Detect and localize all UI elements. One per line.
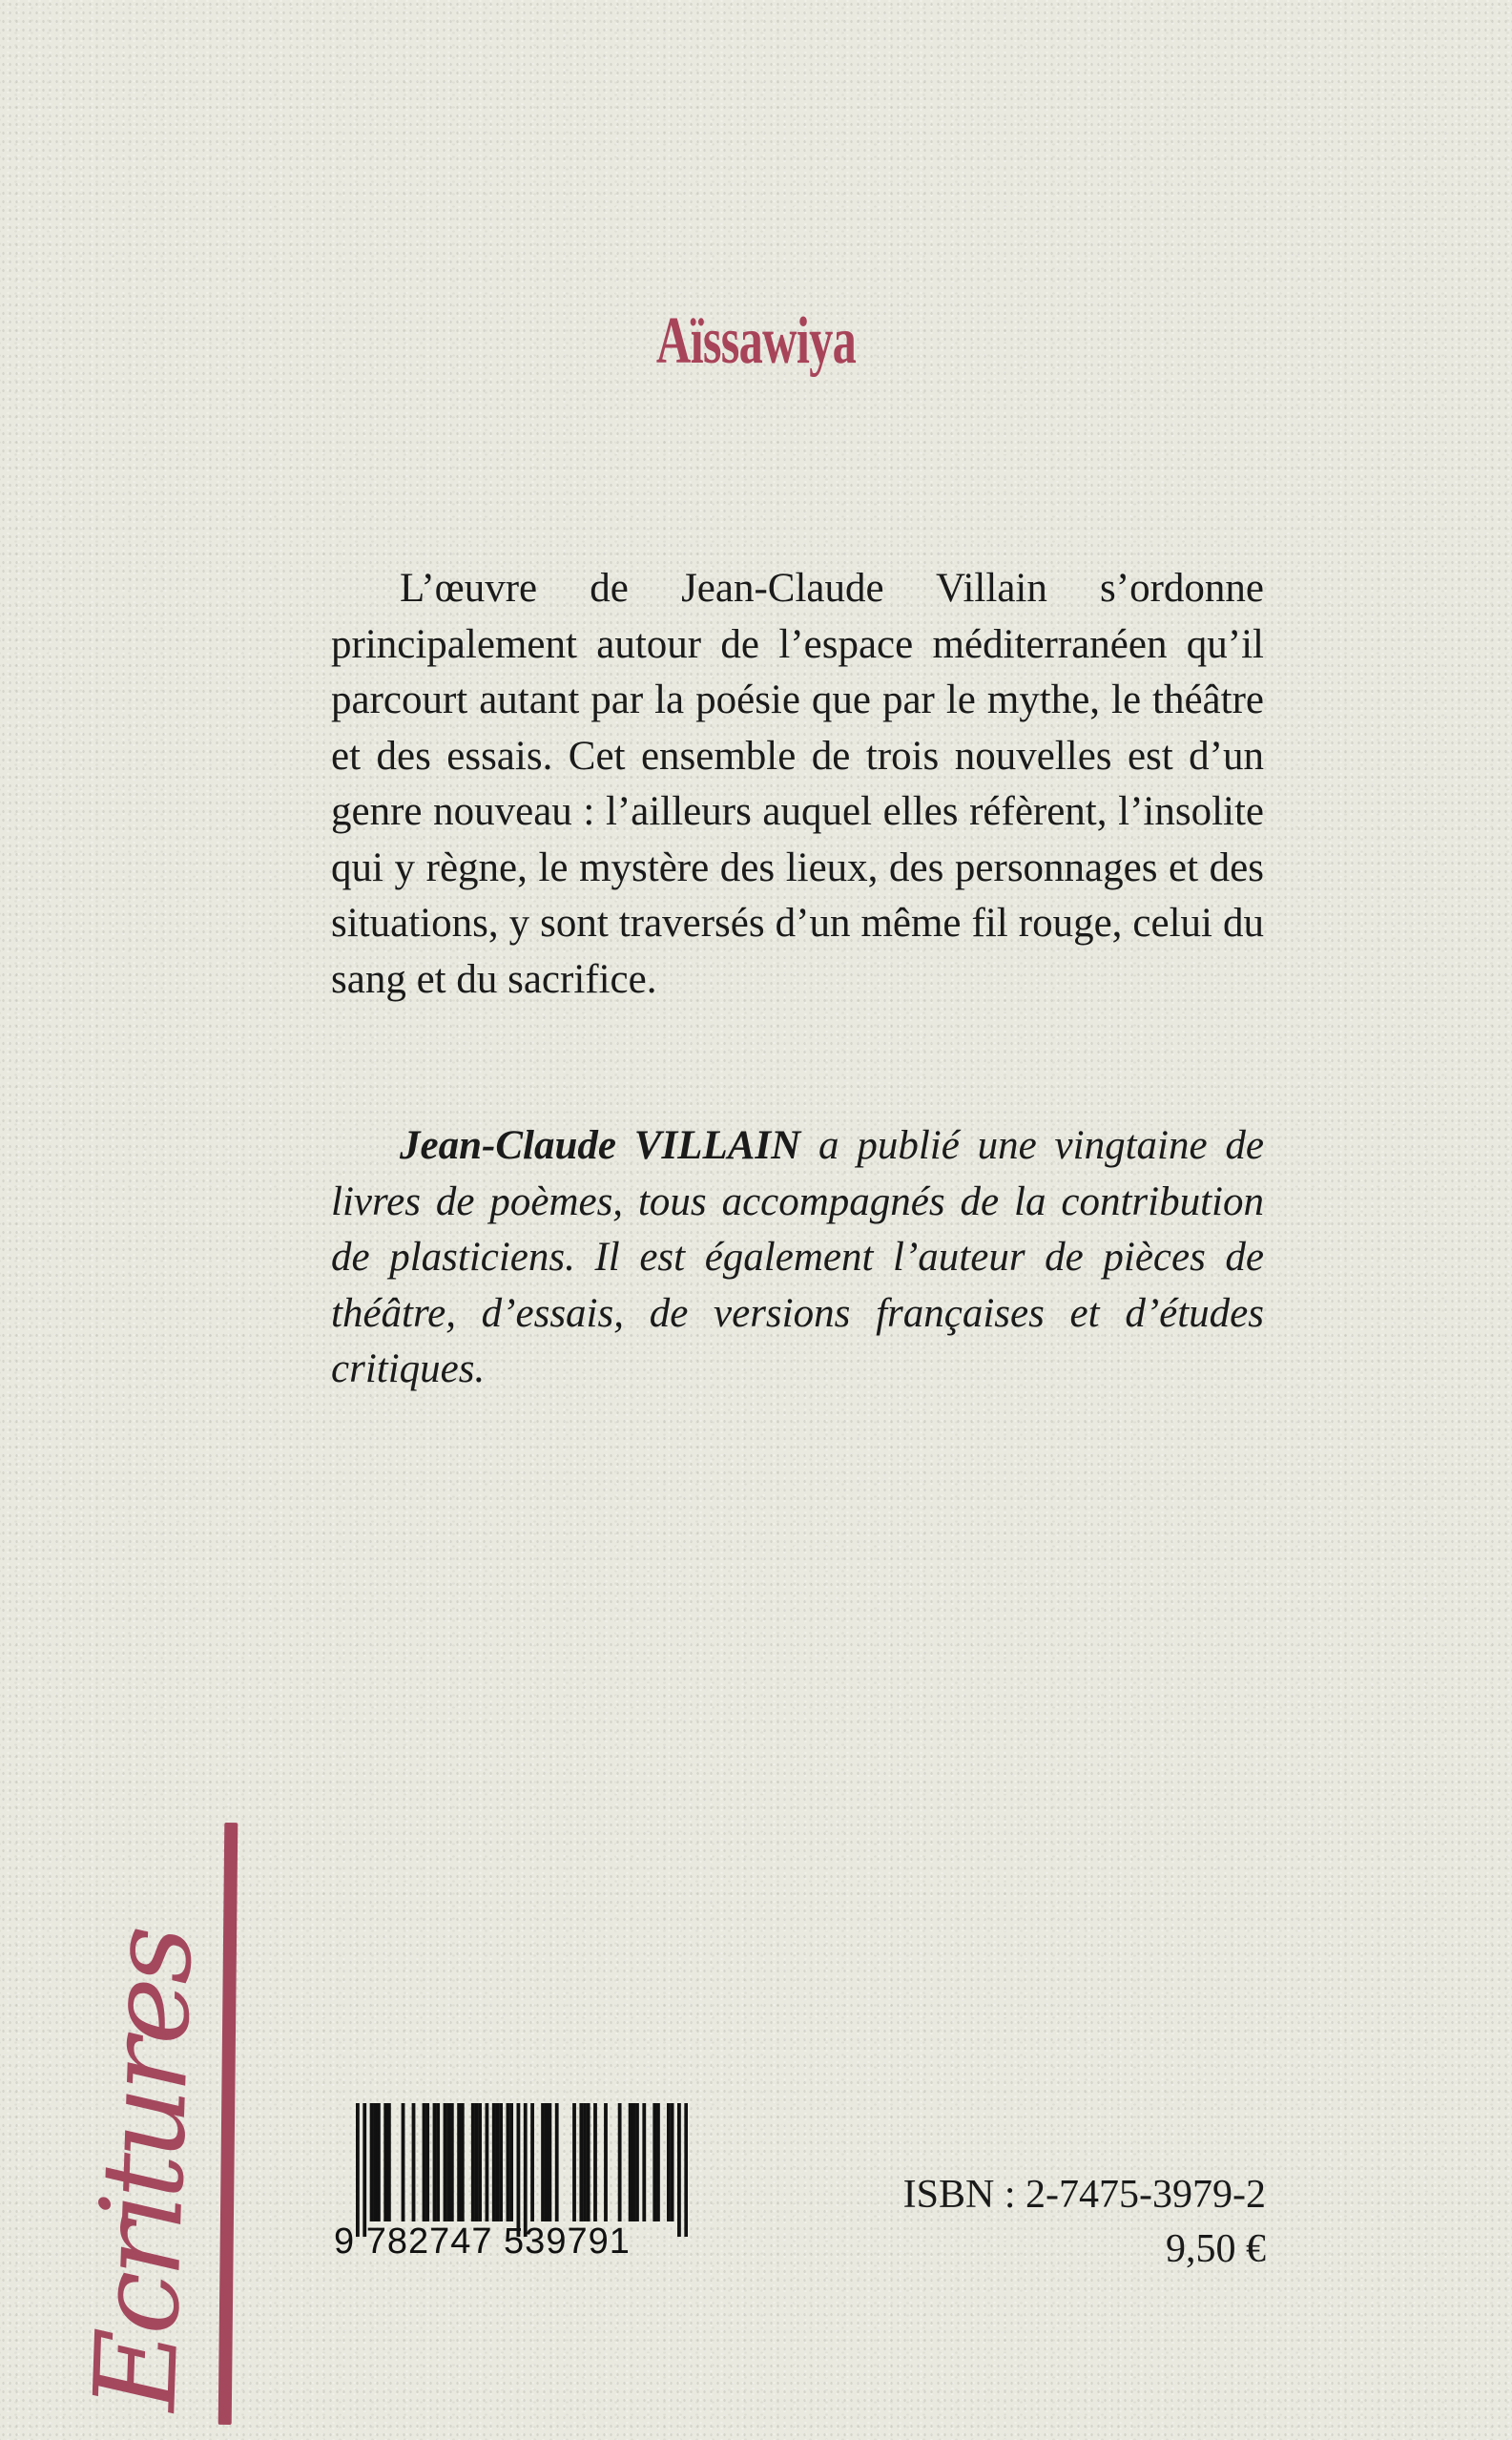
- author-name: Jean-Claude VILLAIN: [400, 1123, 801, 1168]
- barcode-bar: [423, 2103, 426, 2221]
- barcode-bar: [671, 2103, 674, 2221]
- barcode-bar: [507, 2103, 510, 2221]
- barcode-bar: [572, 2103, 576, 2221]
- price: 9,50 €: [1166, 2227, 1266, 2271]
- isbn: ISBN : 2-7475-3979-2: [902, 2173, 1266, 2217]
- barcode-bar: [444, 2103, 447, 2221]
- barcode-bar: [475, 2103, 479, 2221]
- barcode-bar: [635, 2103, 639, 2221]
- barcode-bar: [425, 2103, 429, 2221]
- barcode-bar: [412, 2103, 416, 2221]
- barcode-bar: [541, 2103, 545, 2221]
- collection-logo: Ecritures: [69, 1929, 217, 2413]
- barcode-bar: [446, 2103, 450, 2221]
- barcode-bar: [618, 2103, 622, 2221]
- barcode-bar: [457, 2103, 461, 2221]
- barcode-bar: [377, 2103, 381, 2221]
- barcode-bar: [509, 2103, 513, 2221]
- author-bio: [331, 1118, 1264, 1398]
- book-title: Aïssawiya: [655, 304, 857, 378]
- barcode-bar: [492, 2103, 496, 2221]
- barcode-bar: [593, 2103, 597, 2221]
- barcode-bar: [530, 2103, 534, 2221]
- barcode-bar: [478, 2103, 482, 2221]
- barcode-bar: [579, 2103, 583, 2221]
- barcode-bar: [356, 2103, 360, 2237]
- barcode-bar: [548, 2103, 551, 2221]
- barcode-bar: [632, 2103, 635, 2221]
- barcode: [356, 2103, 688, 2237]
- barcode-bar: [587, 2103, 590, 2221]
- description-paragraph: L’œuvre de Jean-Claude Villain s’ordonne principalement autour de l’espace méditerranéen qu’il parcourt autant par la poésie que par le mythe, le théâtre et des essais. Cet ensemble de trois nouvelles est d’un genre nouveau : l’ailleurs auquel elles réfèrent, l’insolite qui y règne, le mystère des lieux, des personnages et des situations, y sont traversés d’un même fil rouge, celui du sang et du sacrifice.: [331, 566, 1264, 1002]
- barcode-bar: [486, 2103, 489, 2221]
- barcode-bar: [545, 2103, 549, 2221]
- barcode-bar: [684, 2103, 688, 2237]
- barcode-bar: [461, 2103, 465, 2221]
- barcode-bar: [604, 2103, 608, 2221]
- barcode-bar: [583, 2103, 587, 2221]
- barcode-digits: 9 782747 539791: [334, 2221, 631, 2262]
- book-description: [331, 561, 1264, 1008]
- barcode-bar: [656, 2103, 660, 2221]
- author-bio-text: a publié une vingtaine de livres de poèmes, tous accompagnés de la contribution de plasticiens. Il est également l’auteur de pièces de théâtre, d’essais, de versions françaises et d’études critiques.: [331, 1123, 1264, 1391]
- barcode-bar: [652, 2103, 656, 2221]
- barcode-bar: [496, 2103, 500, 2221]
- barcode-bar: [450, 2103, 454, 2221]
- barcode-bar: [373, 2103, 377, 2221]
- barcode-bar: [383, 2103, 387, 2221]
- barcode-bar: [370, 2103, 374, 2221]
- barcode-bar: [642, 2103, 646, 2221]
- collection-bar: [218, 1823, 238, 2425]
- barcode-bar: [387, 2103, 391, 2221]
- barcode-bar: [524, 2103, 528, 2237]
- barcode-bar: [433, 2103, 437, 2221]
- barcode-bar: [677, 2103, 681, 2237]
- bio-paragraph: [331, 1118, 1264, 1398]
- barcode-bar: [629, 2103, 632, 2221]
- barcode-bar: [555, 2103, 559, 2221]
- barcode-bar: [667, 2103, 671, 2221]
- barcode-bar: [499, 2103, 503, 2221]
- barcode-bar: [517, 2103, 521, 2237]
- barcode-bar: [402, 2103, 405, 2221]
- barcode-bar: [471, 2103, 475, 2221]
- barcode-bar: [362, 2103, 366, 2237]
- barcode-bar: [436, 2103, 440, 2221]
